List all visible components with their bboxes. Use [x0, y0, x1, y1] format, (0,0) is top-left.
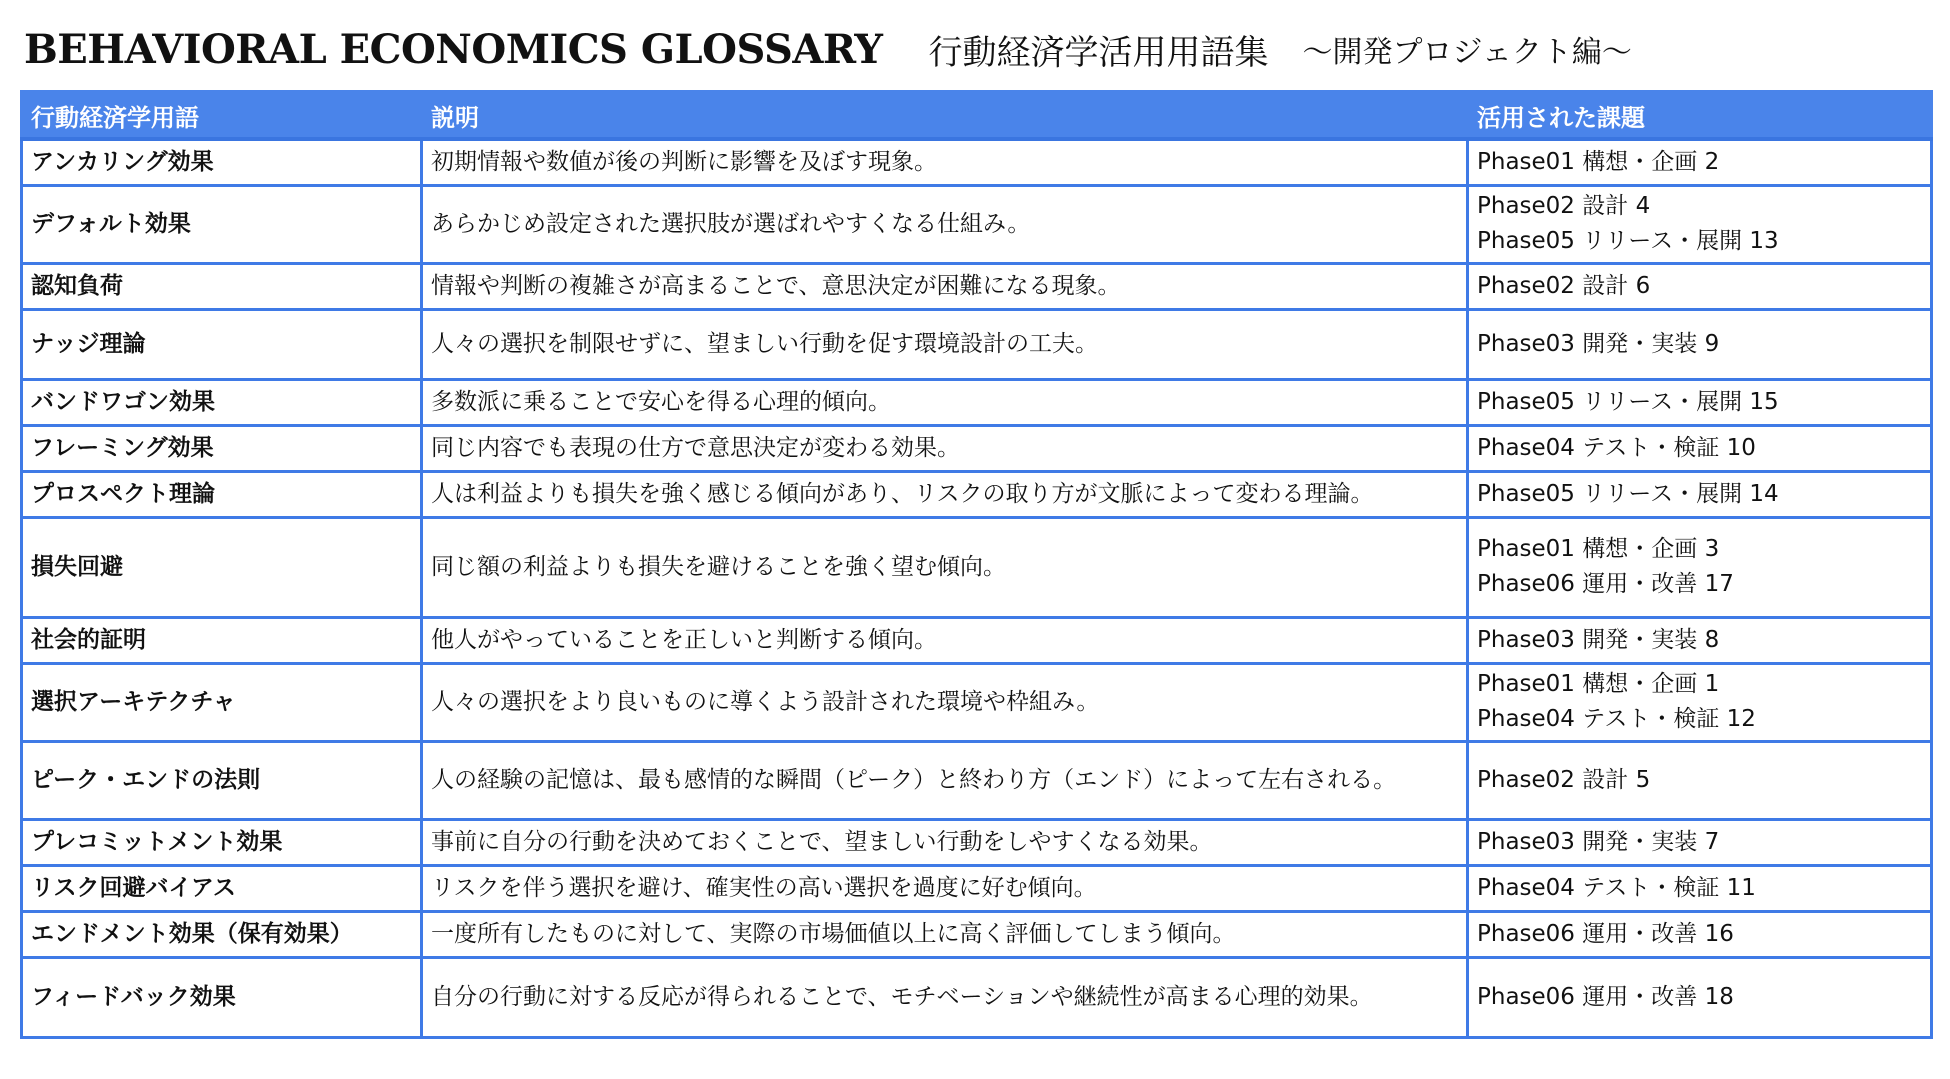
column-header-description: 説明: [422, 92, 1468, 140]
task-label: Phase04 テスト・検証 10: [1477, 434, 1756, 461]
page-title-japanese: 行動経済学活用用語集: [928, 32, 1269, 73]
task-label: Phase03 開発・実装 8: [1477, 626, 1720, 653]
glossary-table: [20, 90, 1933, 1039]
term-cell: 選択アーキテクチャ: [22, 663, 422, 741]
term-cell: アンカリング効果: [22, 139, 422, 185]
term-cell: 社会的証明: [22, 617, 422, 663]
tasks-cell: [1468, 819, 1932, 865]
table-row: [22, 309, 1932, 379]
table-row: [22, 957, 1932, 1037]
tasks-cell: [1468, 741, 1932, 819]
table-header-row: [22, 92, 1932, 140]
task-label: Phase06 運用・改善 17: [1477, 571, 1734, 597]
description-cell: リスクを伴う選択を避け、確実性の高い選択を過度に好む傾向。: [422, 865, 1468, 911]
description-cell: 自分の行動に対する反応が得られることで、モチベーションや継続性が高まる心理的効果。: [422, 957, 1468, 1037]
description-cell: 一度所有したものに対して、実際の市場価値以上に高く評価してしまう傾向。: [422, 911, 1468, 957]
tasks-cell: [1468, 139, 1932, 185]
tasks-cell: [1468, 663, 1932, 741]
table-body: [22, 139, 1932, 1037]
description-cell: 人は利益よりも損失を強く感じる傾向があり、リスクの取り方が文脈によって変わる理論。: [422, 471, 1468, 517]
tasks-cell: [1468, 865, 1932, 911]
task-label: Phase03 開発・実装 7: [1477, 828, 1720, 855]
term-cell: デフォルト効果: [22, 185, 422, 263]
task-label: Phase05 リリース・展開 14: [1477, 480, 1779, 507]
description-cell: 人々の選択をより良いものに導くよう設計された環境や枠組み。: [422, 663, 1468, 741]
description-cell: 同じ内容でも表現の仕方で意思決定が変わる効果。: [422, 425, 1468, 471]
tasks-cell: [1468, 379, 1932, 425]
tasks-cell: [1468, 425, 1932, 471]
column-header-term: 行動経済学用語: [22, 92, 422, 140]
description-cell: 情報や判断の複雑さが高まることで、意思決定が困難になる現象。: [422, 263, 1468, 309]
table-row: [22, 139, 1932, 185]
tasks-cell: [1468, 471, 1932, 517]
term-cell: プレコミットメント効果: [22, 819, 422, 865]
table-row: [22, 379, 1932, 425]
table-row: [22, 663, 1932, 741]
tasks-cell: [1468, 309, 1932, 379]
term-cell: 認知負荷: [22, 263, 422, 309]
description-cell: 他人がやっていることを正しいと判断する傾向。: [422, 617, 1468, 663]
page-header: [24, 14, 1924, 84]
term-cell: プロスペクト理論: [22, 471, 422, 517]
tasks-cell: [1468, 185, 1932, 263]
table-row: [22, 865, 1932, 911]
page-title-english: BEHAVIORAL ECONOMICS GLOSSARY: [24, 25, 883, 73]
task-label: Phase06 運用・改善 18: [1477, 983, 1734, 1010]
term-cell: バンドワゴン効果: [22, 379, 422, 425]
description-cell: 人の経験の記憶は、最も感情的な瞬間（ピーク）と終わり方（エンド）によって左右される。: [422, 741, 1468, 819]
task-label: Phase05 リリース・展開 13: [1477, 228, 1779, 254]
task-label: Phase01 構想・企画 1: [1477, 671, 1720, 697]
page-subtitle: 〜開発プロジェクト編〜: [1302, 35, 1632, 70]
description-cell: 初期情報や数値が後の判断に影響を及ぼす現象。: [422, 139, 1468, 185]
table-row: [22, 263, 1932, 309]
task-label: Phase04 テスト・検証 12: [1477, 706, 1756, 732]
term-cell: フィードバック効果: [22, 957, 422, 1037]
tasks-cell: [1468, 263, 1932, 309]
table-row: [22, 819, 1932, 865]
term-cell: 損失回避: [22, 517, 422, 617]
task-label: Phase02 設計 4: [1477, 193, 1651, 219]
term-cell: リスク回避バイアス: [22, 865, 422, 911]
table-row: [22, 617, 1932, 663]
table-row: [22, 517, 1932, 617]
term-cell: ナッジ理論: [22, 309, 422, 379]
task-label: Phase02 設計 6: [1477, 272, 1651, 299]
task-label: Phase01 構想・企画 3: [1477, 536, 1720, 562]
tasks-cell: [1468, 517, 1932, 617]
table-row: [22, 911, 1932, 957]
term-cell: ピーク・エンドの法則: [22, 741, 422, 819]
description-cell: 多数派に乗ることで安心を得る心理的傾向。: [422, 379, 1468, 425]
table-row: [22, 741, 1932, 819]
task-label: Phase02 設計 5: [1477, 766, 1651, 793]
table-row: [22, 425, 1932, 471]
task-label: Phase01 構想・企画 2: [1477, 148, 1720, 175]
tasks-cell: [1468, 911, 1932, 957]
table-row: [22, 185, 1932, 263]
task-label: Phase05 リリース・展開 15: [1477, 388, 1779, 415]
task-label: Phase04 テスト・検証 11: [1477, 874, 1756, 901]
term-cell: フレーミング効果: [22, 425, 422, 471]
table-header: [22, 92, 1932, 140]
description-cell: 同じ額の利益よりも損失を避けることを強く望む傾向。: [422, 517, 1468, 617]
tasks-cell: [1468, 617, 1932, 663]
column-header-tasks: 活用された課題: [1468, 92, 1932, 140]
task-label: Phase03 開発・実装 9: [1477, 330, 1720, 357]
description-cell: 事前に自分の行動を決めておくことで、望ましい行動をしやすくなる効果。: [422, 819, 1468, 865]
tasks-cell: [1468, 957, 1932, 1037]
table-row: [22, 471, 1932, 517]
task-label: Phase06 運用・改善 16: [1477, 920, 1734, 947]
description-cell: あらかじめ設定された選択肢が選ばれやすくなる仕組み。: [422, 185, 1468, 263]
term-cell: エンドメント効果（保有効果）: [22, 911, 422, 957]
description-cell: 人々の選択を制限せずに、望ましい行動を促す環境設計の工夫。: [422, 309, 1468, 379]
